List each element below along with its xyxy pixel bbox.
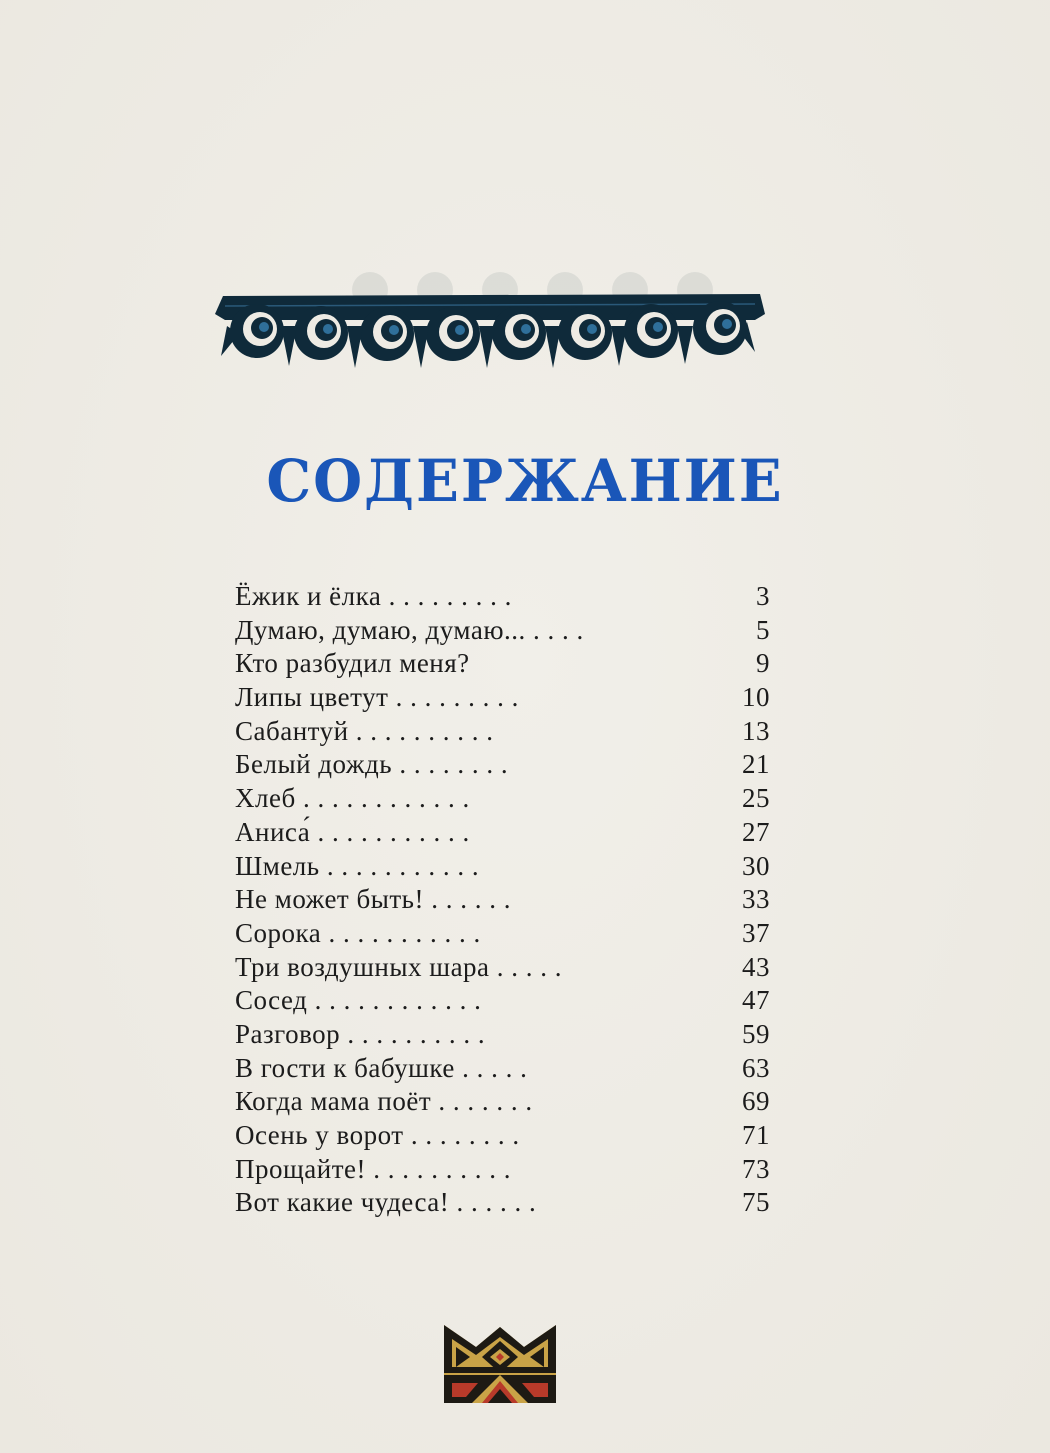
- toc-entry-page-number: 75: [742, 1187, 770, 1218]
- toc-entry: [235, 614, 770, 648]
- toc-entry: [235, 1085, 770, 1119]
- toc-entry: [235, 715, 770, 749]
- toc-entry: [235, 1052, 770, 1086]
- toc-entry-page-number: 27: [742, 816, 770, 847]
- toc-entry-title: Сосед . . . . . . . . . . . .: [235, 985, 482, 1016]
- toc-entry: [235, 816, 770, 850]
- table-of-contents: [235, 580, 770, 1220]
- toc-entry: [235, 580, 770, 614]
- toc-entry-page-number: 13: [742, 715, 770, 746]
- toc-entry-title: Шмель . . . . . . . . . . .: [235, 850, 480, 881]
- toc-entry-title: Аниса́ . . . . . . . . . . .: [235, 816, 470, 847]
- toc-entry: [235, 1153, 770, 1187]
- toc-entry-page-number: 5: [756, 614, 770, 645]
- toc-entry-title: Осень у ворот . . . . . . . .: [235, 1120, 520, 1150]
- toc-entry-title: Прощайте! . . . . . . . . . .: [235, 1153, 511, 1184]
- toc-entry: [235, 984, 770, 1018]
- toc-entry-page-number: 21: [742, 749, 770, 780]
- toc-entry: [235, 917, 770, 951]
- toc-entry-page-number: 10: [742, 682, 770, 713]
- toc-entry: [235, 647, 770, 681]
- toc-entry: [235, 850, 770, 884]
- toc-entry: [235, 748, 770, 782]
- toc-entry-page-number: 43: [742, 951, 770, 982]
- toc-entry-title: Белый дождь . . . . . . . .: [235, 749, 509, 780]
- toc-entry: [235, 681, 770, 715]
- page-title: СОДЕРЖАНИЕ: [266, 447, 784, 515]
- toc-entry-page-number: 30: [742, 850, 770, 881]
- toc-entry-title: Ёжик и ёлка . . . . . . . . .: [235, 581, 512, 611]
- toc-entry-page-number: 33: [742, 884, 770, 915]
- toc-entry-title: Кто разбудил меня?: [235, 648, 470, 679]
- toc-entry-page-number: 73: [742, 1153, 770, 1184]
- toc-entry-title: Разговор . . . . . . . . . .: [235, 1018, 486, 1049]
- toc-entry-page-number: 59: [742, 1018, 770, 1049]
- toc-entry: [235, 951, 770, 985]
- toc-entry: [235, 782, 770, 816]
- toc-entry: [235, 1119, 770, 1153]
- toc-entry-title: Когда мама поёт . . . . . . .: [235, 1086, 533, 1117]
- toc-entry-title: Вот какие чудеса! . . . . . .: [235, 1187, 537, 1218]
- toc-entry-page-number: 37: [742, 917, 770, 948]
- toc-entry-title: Думаю, думаю, думаю... . . . .: [235, 614, 584, 645]
- toc-entry-title: Не может быть! . . . . . .: [235, 884, 511, 915]
- toc-entry-title: Сорока . . . . . . . . . . .: [235, 917, 481, 948]
- ornament-band-icon: [215, 286, 765, 386]
- toc-entry-title: В гости к бабушке . . . . .: [235, 1052, 528, 1083]
- crown-ornament-icon: [438, 1325, 562, 1403]
- toc-entry-title: Липы цветут . . . . . . . . .: [235, 682, 519, 713]
- toc-entry-page-number: 3: [756, 581, 770, 611]
- toc-entry-title: Сабантуй . . . . . . . . . .: [235, 715, 494, 746]
- toc-entry: [235, 1186, 770, 1220]
- toc-entry-page-number: 63: [742, 1052, 770, 1083]
- toc-entry-page-number: 9: [756, 648, 770, 679]
- toc-entry-page-number: 25: [742, 783, 770, 814]
- toc-entry: [235, 883, 770, 917]
- toc-entry-title: Три воздушных шара . . . . .: [235, 951, 563, 982]
- toc-entry-page-number: 47: [742, 985, 770, 1016]
- toc-entry-title: Хлеб . . . . . . . . . . . .: [235, 783, 470, 814]
- toc-entry-page-number: 71: [742, 1120, 770, 1150]
- toc-entry: [235, 1018, 770, 1052]
- toc-entry-page-number: 69: [742, 1086, 770, 1117]
